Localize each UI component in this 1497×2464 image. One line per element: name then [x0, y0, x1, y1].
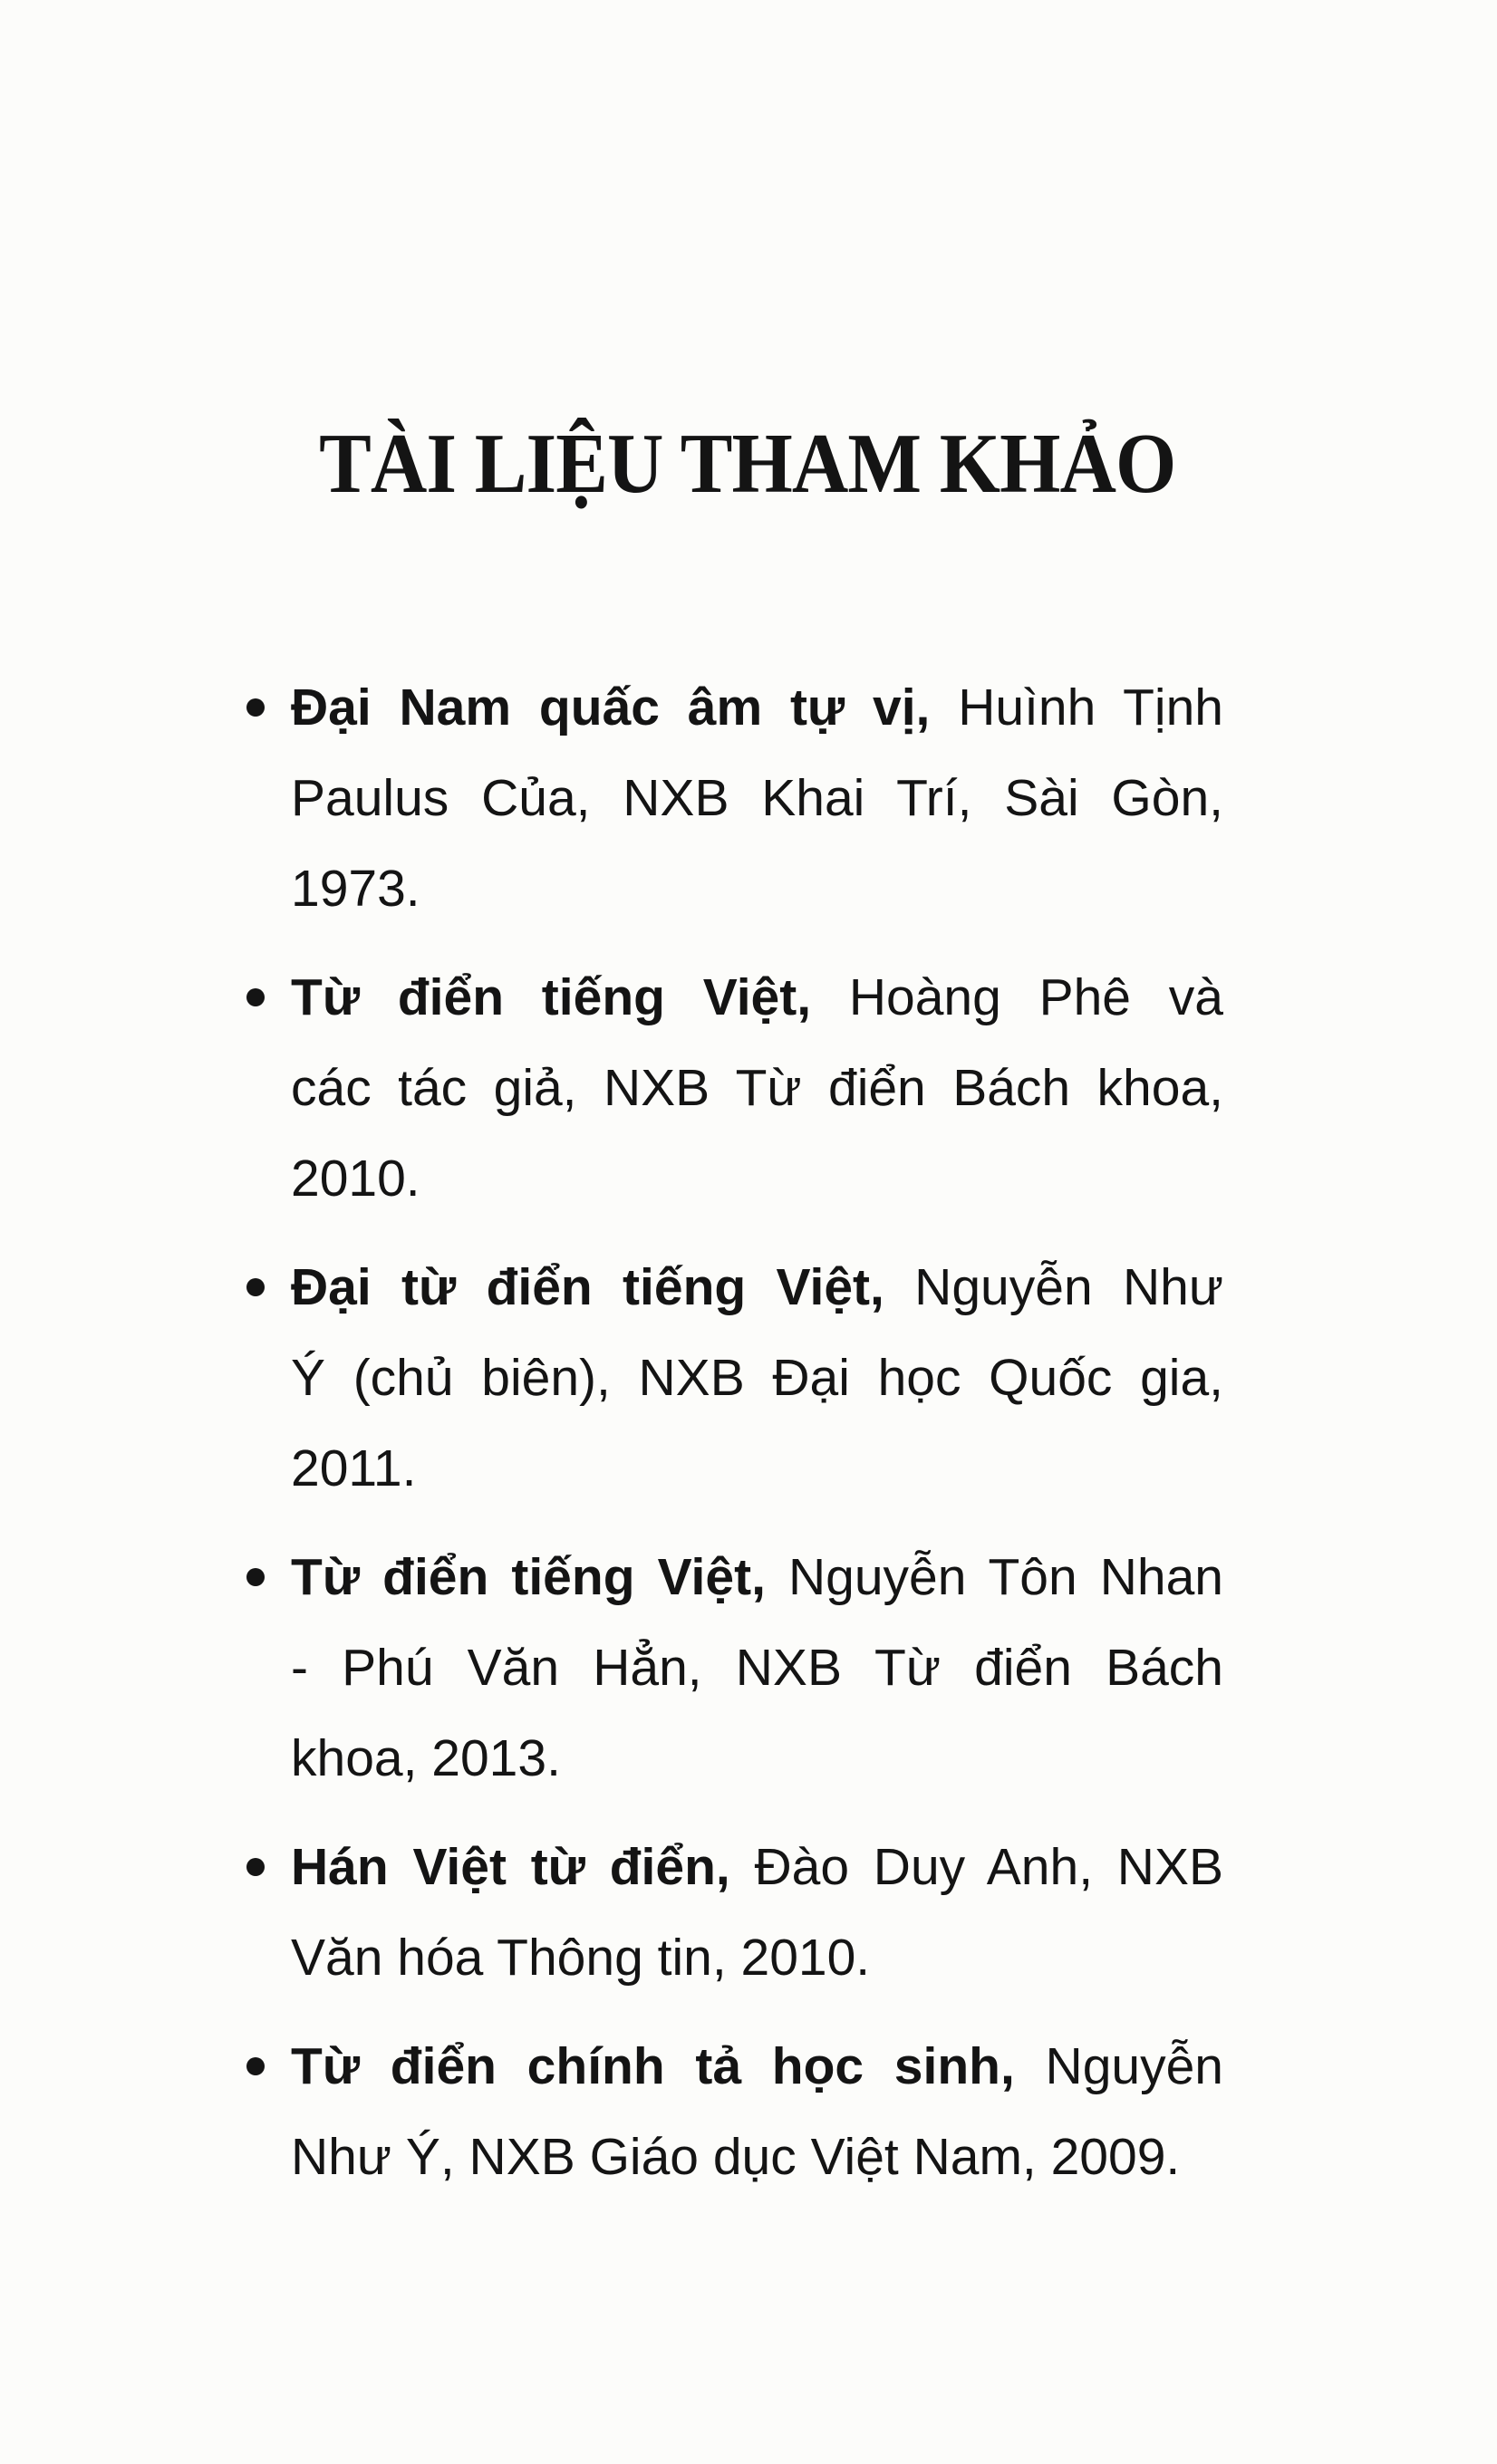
reference-text: Văn hóa Thông tin, 2010.	[291, 1929, 871, 1987]
bullet-icon	[246, 988, 265, 1006]
reference-text: các tác giả, NXB Từ điển Bách khoa,	[291, 1059, 1223, 1117]
reference-line	[291, 2021, 1223, 2112]
reference-line	[291, 1423, 1223, 1514]
reference-title: Đại từ điển tiếng Việt,	[291, 1258, 884, 1316]
reference-line	[291, 1822, 1223, 1912]
bullet-icon	[246, 2057, 265, 2075]
reference-text: Nguyễn Tôn Nhan	[765, 1548, 1223, 1606]
reference-text: 2010.	[291, 1150, 420, 1208]
reference-text: Nguyễn	[1014, 2037, 1224, 2095]
reference-title: Từ điển tiếng Việt,	[291, 1548, 766, 1606]
reference-line	[291, 952, 1223, 1043]
reference-line	[291, 1242, 1223, 1333]
reference-item	[291, 662, 1223, 934]
reference-line	[291, 753, 1223, 843]
bullet-icon	[246, 698, 265, 717]
reference-text: Ý (chủ biên), NXB Đại học Quốc gia,	[291, 1349, 1223, 1407]
reference-text: - Phú Văn Hẳn, NXB Từ điển Bách	[291, 1639, 1223, 1697]
reference-line	[291, 2112, 1223, 2202]
reference-text: Như Ý, NXB Giáo dục Việt Nam, 2009.	[291, 2128, 1181, 2186]
reference-line	[291, 1043, 1223, 1133]
reference-text: Huình Tịnh	[930, 679, 1223, 736]
reference-text: 1973.	[291, 860, 420, 918]
reference-list	[291, 662, 1223, 2220]
reference-line	[291, 1333, 1223, 1423]
reference-line	[291, 1912, 1223, 2003]
page-title: TÀI LIỆU THAM KHẢO	[319, 417, 1176, 511]
reference-line	[291, 1133, 1223, 1224]
reference-text: khoa, 2013.	[291, 1729, 561, 1787]
bullet-icon	[246, 1278, 265, 1296]
reference-item	[291, 1532, 1223, 1804]
reference-title: Từ điển tiếng Việt,	[291, 968, 812, 1026]
bullet-icon	[246, 1568, 265, 1586]
reference-text: Nguyễn Như	[884, 1258, 1223, 1316]
bullet-icon	[246, 1858, 265, 1876]
reference-text: Đào Duy Anh, NXB	[729, 1838, 1223, 1896]
reference-title: Hán Việt từ điển,	[291, 1838, 730, 1896]
reference-text: Paulus Của, NXB Khai Trí, Sài Gòn,	[291, 769, 1223, 827]
reference-line	[291, 1532, 1223, 1622]
reference-line	[291, 843, 1223, 934]
reference-line	[291, 1622, 1223, 1713]
reference-text: 2011.	[291, 1439, 417, 1497]
reference-title: Từ điển chính tả học sinh,	[291, 2037, 1015, 2095]
reference-line	[291, 1713, 1223, 1804]
reference-title: Đại Nam quấc âm tự vị,	[291, 679, 931, 736]
reference-item	[291, 1822, 1223, 2003]
reference-item	[291, 2021, 1223, 2202]
reference-line	[291, 662, 1223, 753]
reference-item	[291, 1242, 1223, 1514]
reference-item	[291, 952, 1223, 1224]
reference-text: Hoàng Phê và	[811, 968, 1223, 1026]
